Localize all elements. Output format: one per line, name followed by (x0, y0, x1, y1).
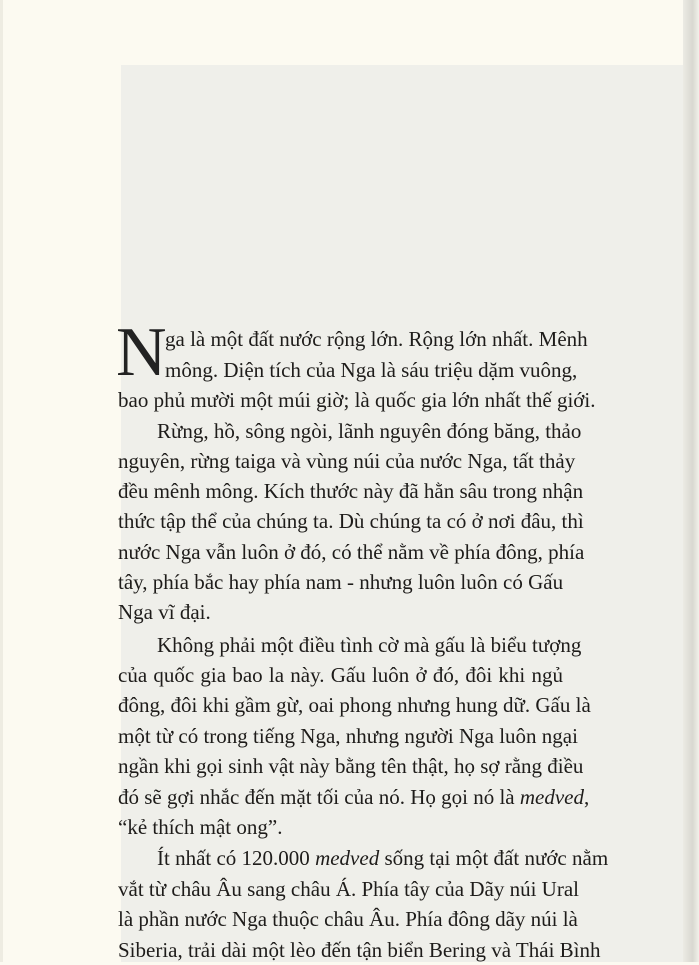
text-line: ga là một đất nước rộng lớn. Rộng lớn nhất. Mênh (165, 327, 588, 351)
text-line: thức tập thể của chúng ta. Dù chúng ta có ở nơi đâu, thì (118, 509, 584, 533)
drop-cap: N (116, 314, 167, 391)
text-line: Siberia, trải dài một lèo đến tận biển Bering và Thái Bình (118, 938, 601, 962)
italic-word: medved (315, 846, 380, 870)
text-line (118, 782, 590, 812)
text-line: nước Nga vẫn luôn ở đó, có thể nằm về phía đông, phía (118, 540, 585, 564)
text-line (118, 843, 609, 873)
text-line: Không phải một điều tình cờ mà gấu là biểu tượng (157, 633, 582, 657)
text-line: là phần nước Nga thuộc châu Âu. Phía đông dãy núi là (118, 907, 578, 931)
text-line: Nga vĩ đại. (118, 600, 211, 624)
text-line: của quốc gia bao la này. Gấu luôn ở đó, đôi khi ngủ (118, 663, 563, 687)
text-line: ngần khi gọi sinh vật này bằng tên thật, họ sợ rằng điều (118, 754, 584, 778)
italic-word: medved (519, 785, 584, 809)
text-line: “kẻ thích mật ong”. (118, 815, 283, 839)
text-segment: Ít nhất có 120.000 (157, 846, 316, 870)
text-segment: , (584, 785, 590, 809)
text-line: vắt từ châu Âu sang châu Á. Phía tây của Dãy núi Ural (118, 877, 579, 901)
text-line: mông. Diện tích của Nga là sáu triệu dặm vuông, (165, 358, 578, 382)
text-segment: đó sẽ gợi nhắc đến mặt tối của nó. Họ gọi nó là (118, 785, 520, 809)
page-gutter (0, 0, 3, 962)
text-segment: sống tại một đất nước nằm (379, 846, 609, 870)
text-line: đông, đôi khi gầm gừ, oai phong nhưng hung dữ. Gấu là (118, 693, 591, 717)
text-line: Rừng, hồ, sông ngòi, lãnh nguyên đóng băng, thảo (157, 419, 582, 443)
text-line: nguyên, rừng taiga và vùng núi của nước Nga, tất thảy (118, 449, 576, 473)
text-line: tây, phía bắc hay phía nam - nhưng luôn luôn có Gấu (118, 570, 564, 594)
text-line: đều mênh mông. Kích thước này đã hằn sâu trong nhận (118, 479, 584, 503)
page-edge (683, 0, 699, 962)
text-line: bao phủ mười một múi giờ; là quốc gia lớn nhất thế giới. (118, 388, 596, 412)
text-line: một từ có trong tiếng Nga, nhưng người Nga luôn ngại (118, 724, 578, 748)
